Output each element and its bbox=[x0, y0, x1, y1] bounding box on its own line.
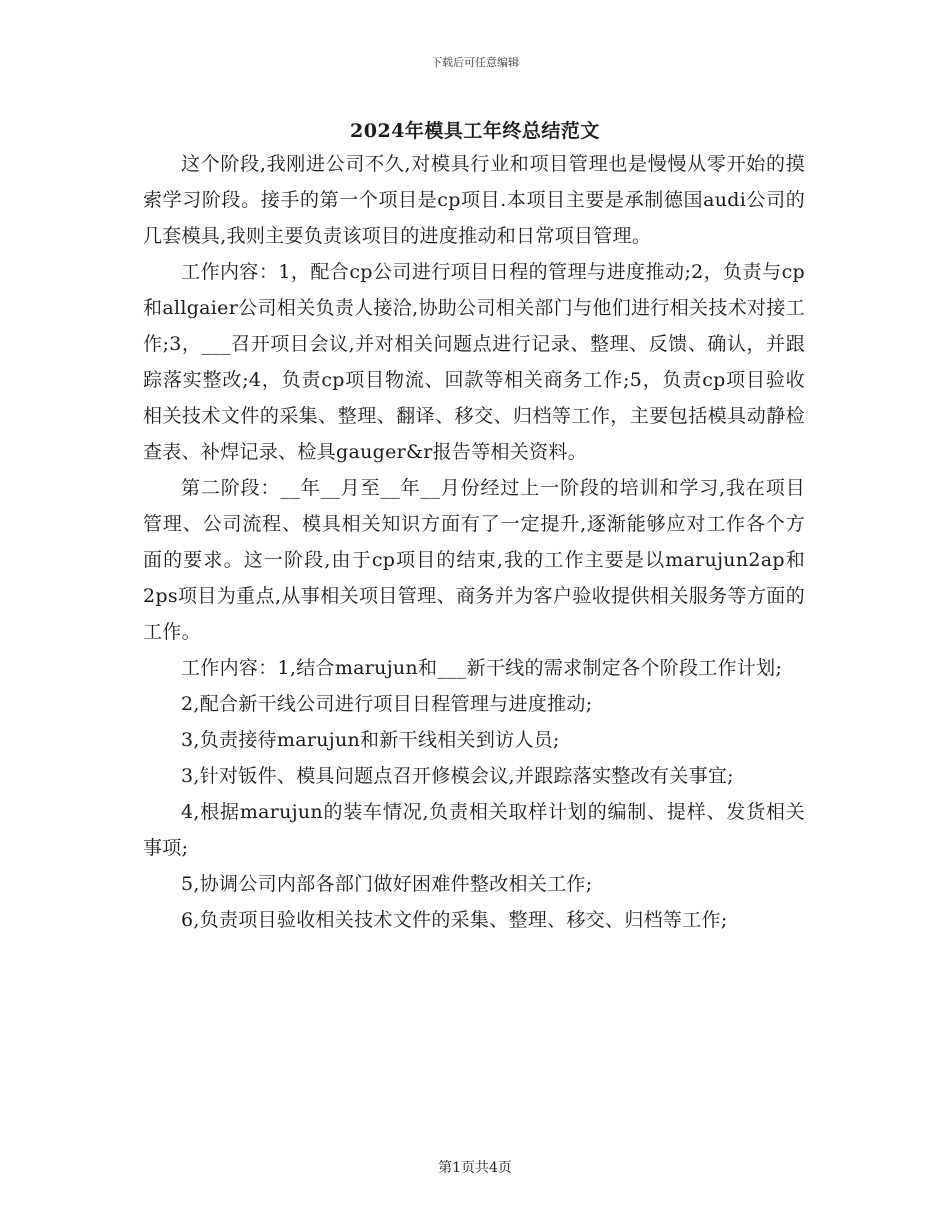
paragraph-stage-two-intro: 第二阶段：__年__月至__年__月份经过上一阶段的培训和学习,我在项目管理、公司流程、模具相关知识方面有了一定提升,逐渐能够应对工作各个方面的要求。这一阶段,由于cp项目的结束,我的工作主要是以marujun2ap和2ps项目为重点,从事相关项目管理、商务并为客户验收提供相关服务等方面的工作。 bbox=[143, 477, 805, 643]
paragraph-stage-two-work: 工作内容：1,结合marujun和___新干线的需求制定各个阶段工作计划; bbox=[181, 657, 783, 679]
list-item: 3,针对钣件、模具问题点召开修模会议,并跟踪落实整改有关事宜; bbox=[181, 765, 734, 787]
list-item: 2,配合新干线公司进行项目日程管理与进度推动; bbox=[181, 693, 593, 715]
list-item: 5,协调公司内部各部门做好困难件整改相关工作; bbox=[181, 873, 593, 895]
document-body bbox=[143, 146, 805, 938]
page-number: 第1页共4页 bbox=[438, 1160, 512, 1176]
list-item: 4,根据marujun的装车情况,负责相关取样计划的编制、提样、发货相关事项; bbox=[143, 801, 805, 859]
list-item: 3,负责接待marujun和新干线相关到访人员; bbox=[181, 729, 560, 751]
paragraph-stage-one-intro: 这个阶段,我刚进公司不久,对模具行业和项目管理也是慢慢从零开始的摸索学习阶段。接手的第一个项目是cp项目.本项目主要是承制德国audi公司的几套模具,我则主要负责该项目的进度推动和日常项目管理。 bbox=[143, 153, 805, 247]
document-title: 2024年模具工年终总结范文 bbox=[350, 120, 600, 142]
header-note: 下载后可任意编辑 bbox=[431, 56, 519, 69]
list-item: 6,负责项目验收相关技术文件的采集、整理、移交、归档等工作; bbox=[181, 909, 728, 931]
paragraph-stage-one-work: 工作内容：1，配合cp公司进行项目日程的管理与进度推动;2，负责与cp和allgaier公司相关负责人接洽,协助公司相关部门与他们进行相关技术对接工作;3，___召开项目会议,并对相关问题点进行记录、整理、反馈、确认，并跟踪落实整改;4，负责cp项目物流、回款等相关商务工作;5，负责cp项目验收相关技术文件的采集、整理、翻译、移交、归档等工作，主要包括模具动静检查表、补焊记录、检具gauger&r报告等相关资料。 bbox=[143, 261, 805, 463]
